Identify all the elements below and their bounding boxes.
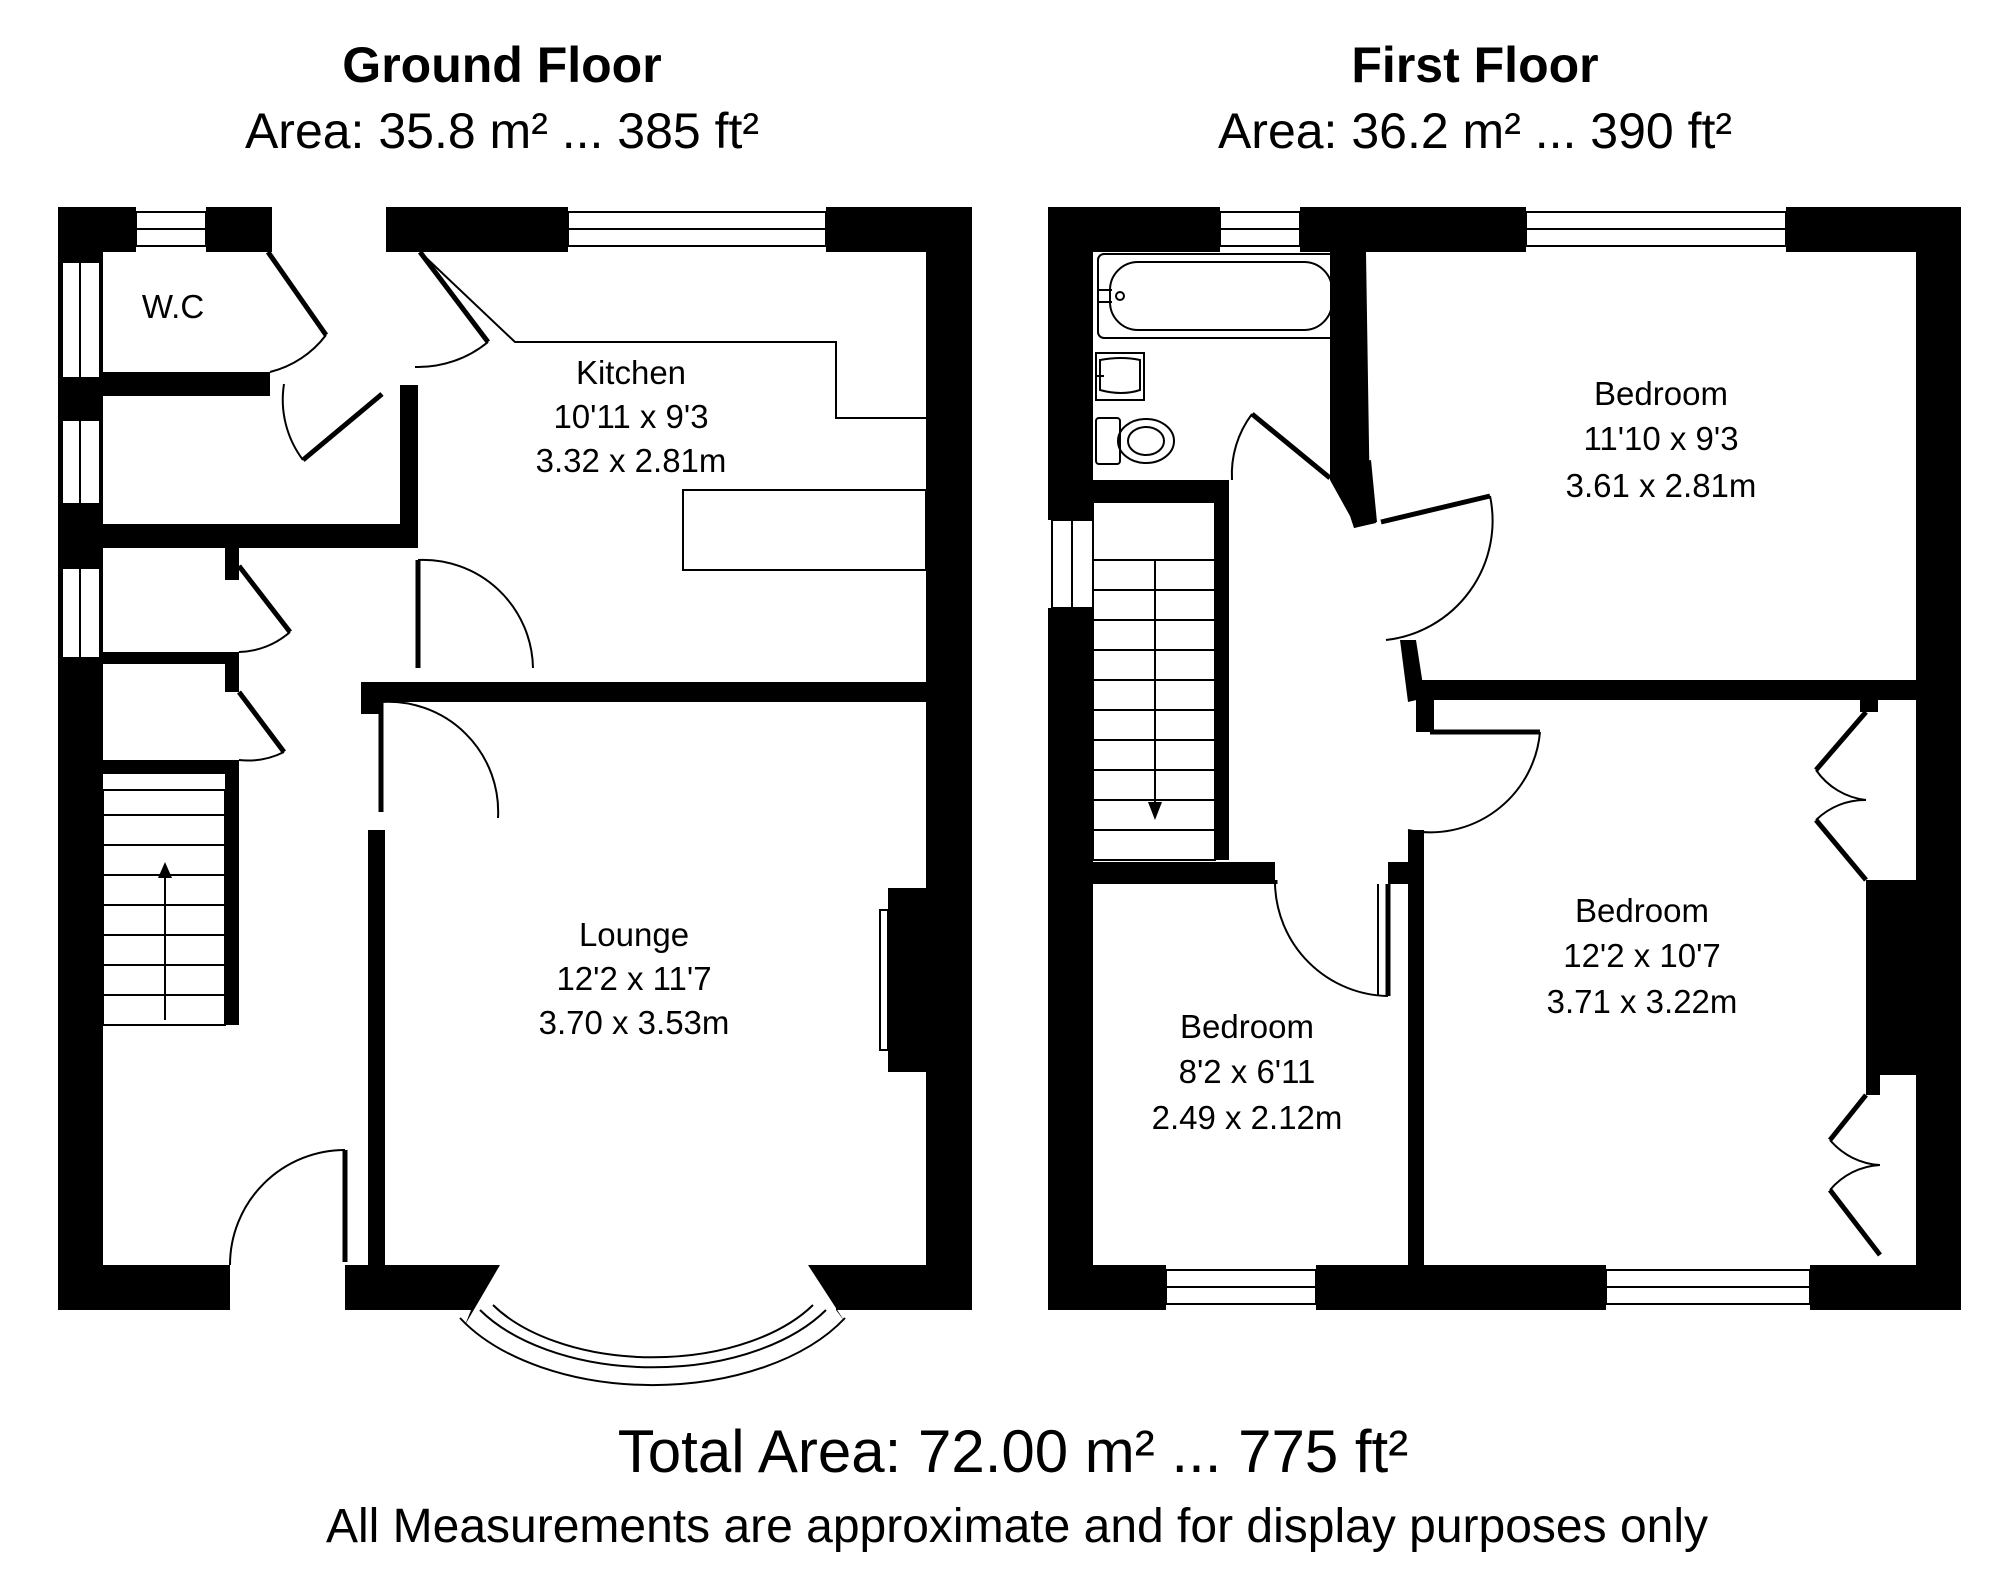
ground-floor-heading: Ground Floor <box>342 37 662 93</box>
ground-floor-windows <box>62 212 888 1050</box>
bedroom-2-label: Bedroom <box>1575 892 1709 929</box>
lounge-metric: 3.70 x 3.53m <box>538 1004 730 1041</box>
bedroom-1-metric: 3.61 x 2.81m <box>1565 467 1757 504</box>
ground-floor-area: Area: 35.8 m² ... 385 ft² <box>244 103 760 159</box>
lounge-label: Lounge <box>578 916 690 953</box>
bedroom-1-label: Bedroom <box>1594 375 1728 412</box>
first-floor-heading: First Floor <box>1351 37 1599 93</box>
bedroom-3-label: Bedroom <box>1180 1008 1314 1045</box>
first-floor-area: Area: 36.2 m² ... 390 ft² <box>1217 103 1733 159</box>
lounge-imperial: 12'2 x 11'7 <box>556 960 712 997</box>
bedroom-2-metric: 3.71 x 3.22m <box>1546 983 1738 1020</box>
ground-floor-stairs <box>103 790 225 1025</box>
bay-window <box>460 1265 845 1385</box>
disclaimer: All Measurements are approximate and for display purposes only <box>325 1500 1709 1553</box>
kitchen-label: Kitchen <box>575 354 687 391</box>
ground-floor-plan <box>58 207 972 1385</box>
first-floor-stairs <box>1093 502 1215 860</box>
first-floor-plan <box>1048 207 1961 1310</box>
total-area: Total Area: 72.00 m² ... 775 ft² <box>617 1418 1409 1485</box>
wc-label: W.C <box>141 288 205 325</box>
bathroom-fixtures <box>1096 254 1340 464</box>
kitchen-metric: 3.32 x 2.81m <box>535 442 727 479</box>
bedroom-1-imperial: 11'10 x 9'3 <box>1583 420 1739 457</box>
ground-floor-walls <box>58 207 972 1310</box>
bedroom-3-imperial: 8'2 x 6'11 <box>1178 1053 1316 1090</box>
kitchen-imperial: 10'11 x 9'3 <box>553 398 709 435</box>
bedroom-3-metric: 2.49 x 2.12m <box>1151 1099 1343 1136</box>
bedroom-2-imperial: 12'2 x 10'7 <box>1563 937 1721 974</box>
